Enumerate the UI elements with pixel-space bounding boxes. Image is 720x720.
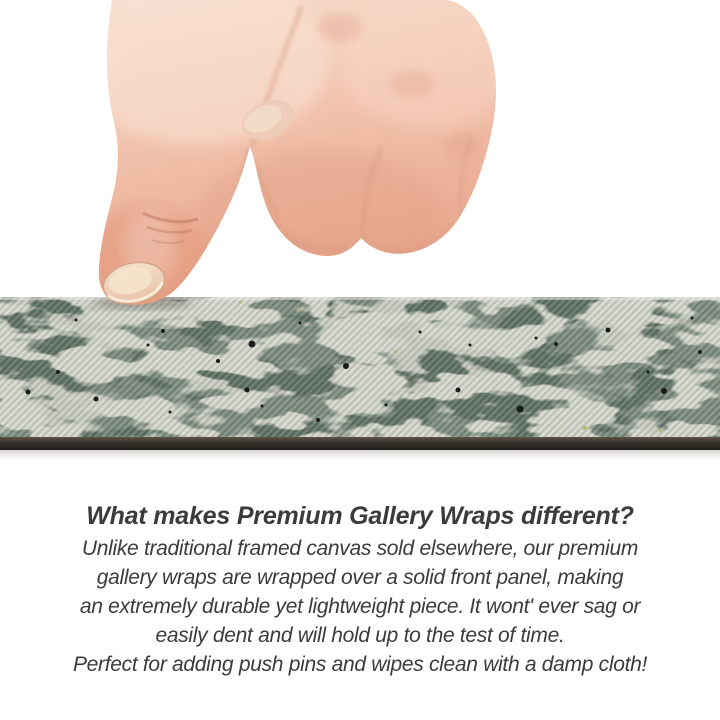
hand-photo [70, 0, 520, 323]
canvas-drop-shadow [0, 450, 720, 463]
body-line: Unlike traditional framed canvas sold elsewhere, our premium [81, 537, 639, 560]
canvas-dark-edge [0, 437, 720, 450]
body-line: Perfect for adding push pins and wipes clean with a damp cloth! [72, 653, 648, 676]
body-line: gallery wraps are wrapped over a solid front panel, making [96, 566, 624, 589]
text-block [0, 498, 720, 679]
body-line: an extremely durable yet lightweight piece. It wont' ever sag or [79, 595, 641, 618]
canvas-edge-photo [0, 287, 720, 463]
body-line: easily dent and will hold up to the test of time. [155, 624, 565, 647]
headline: What makes Premium Gallery Wraps different? [86, 502, 634, 530]
